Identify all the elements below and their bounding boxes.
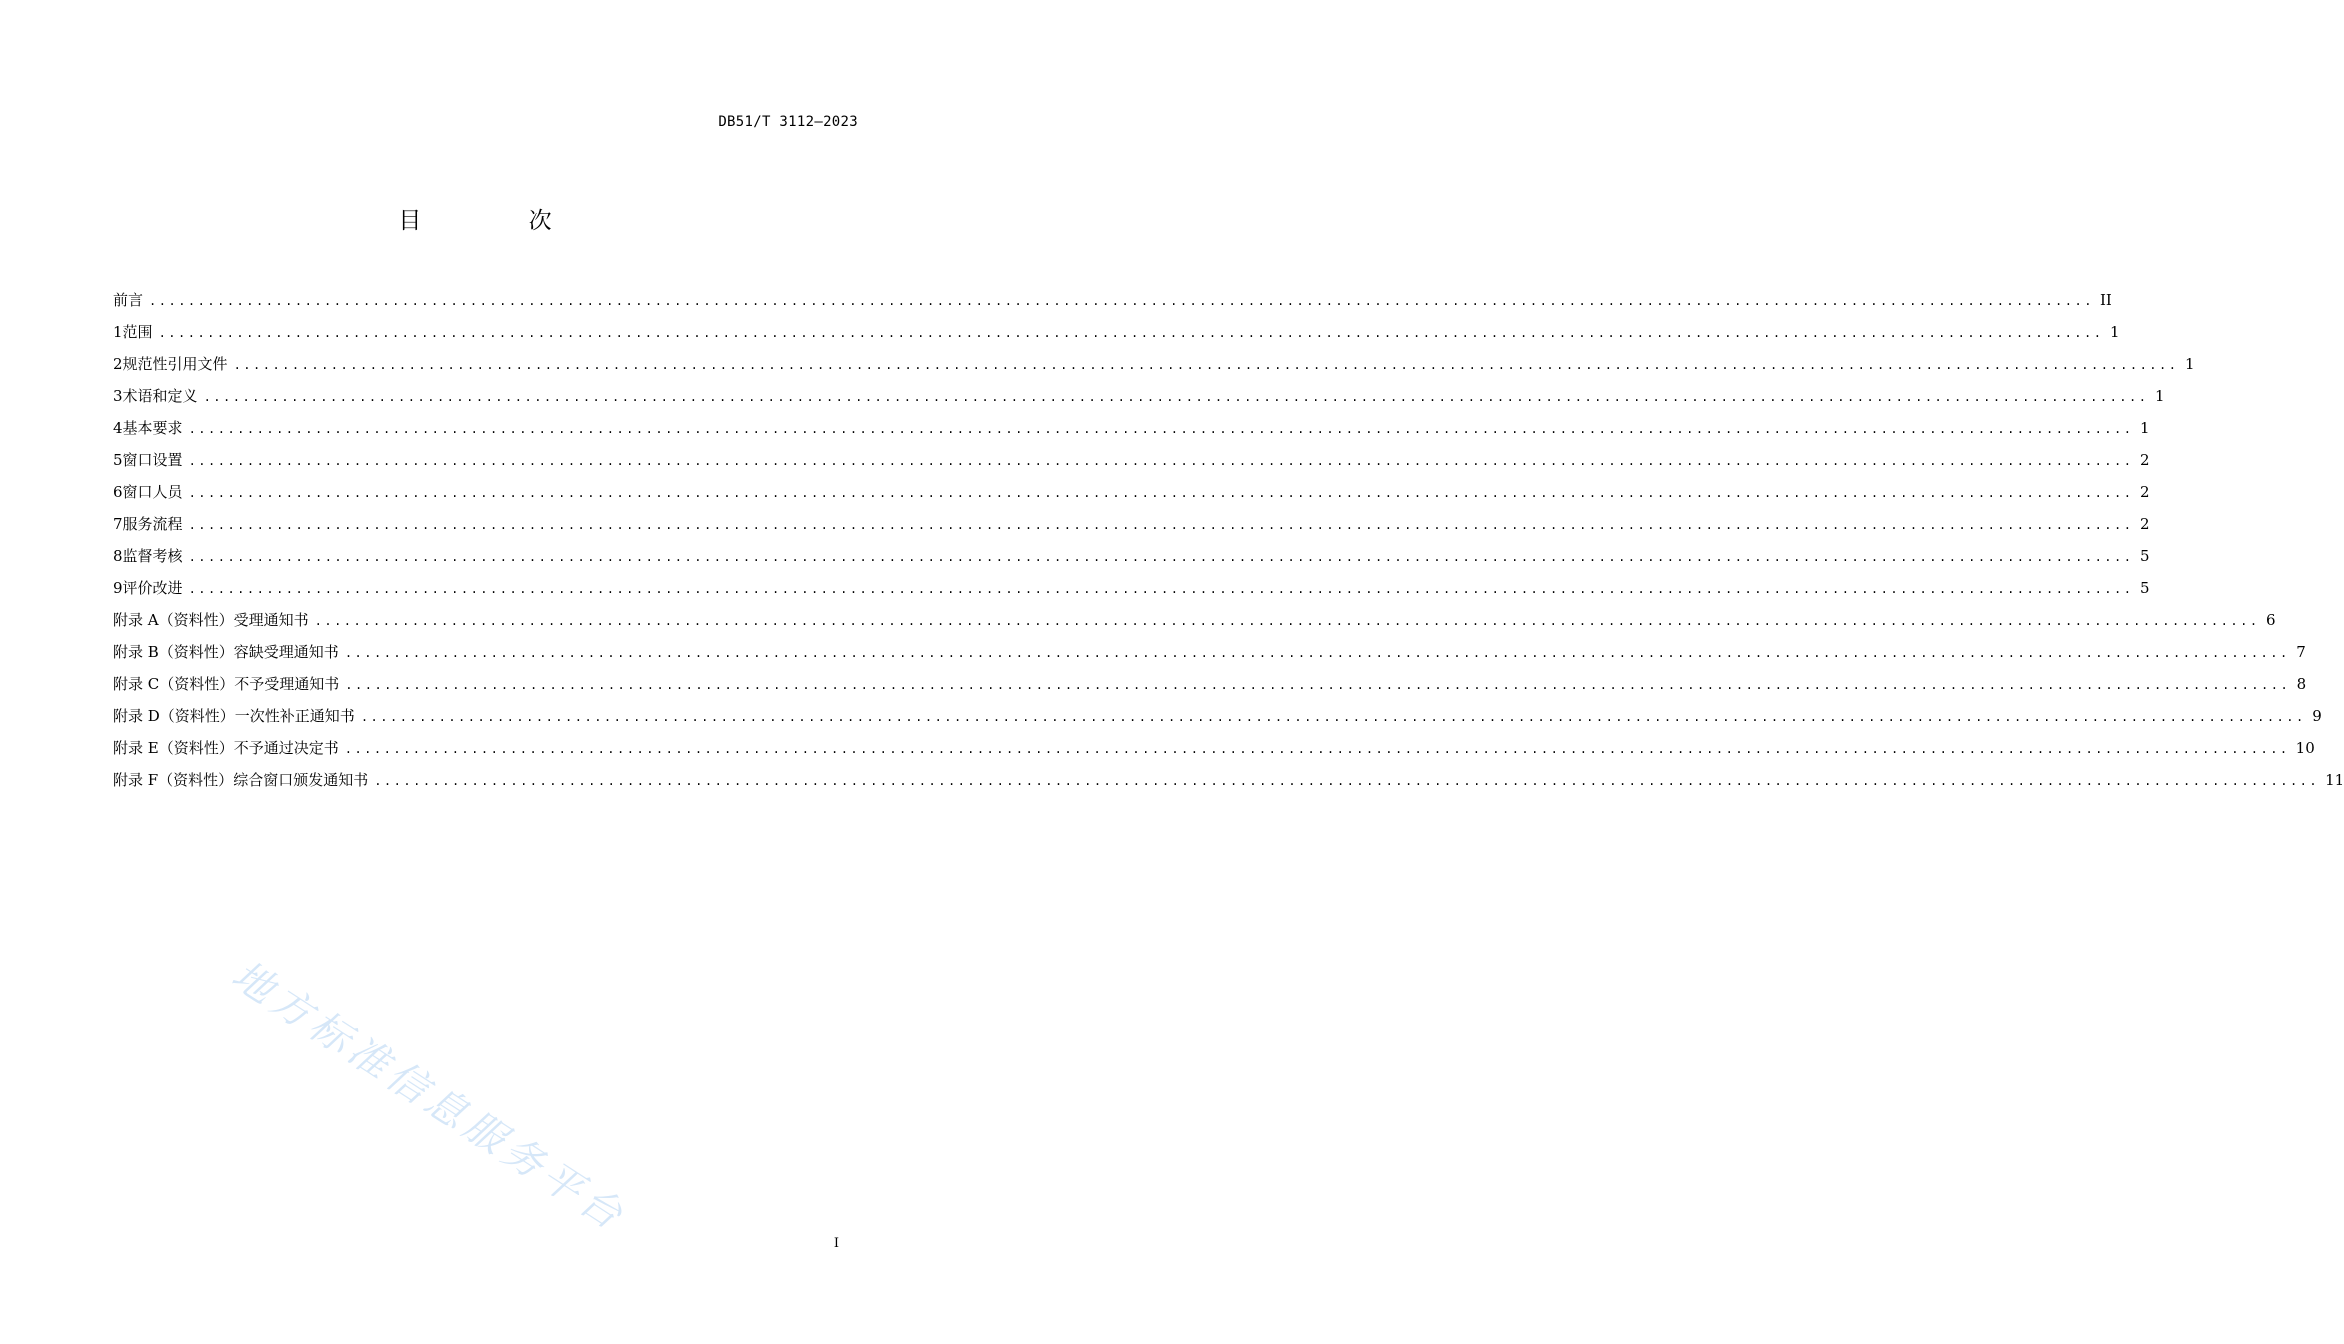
toc-entry[interactable] xyxy=(113,412,2150,444)
appendix-prefix: 附录 B（资料性） xyxy=(113,643,234,661)
toc-entry-number: 7 xyxy=(113,515,123,533)
toc-entry-number: 8 xyxy=(113,547,123,565)
page-title: 目 次 xyxy=(398,208,602,234)
toc-entry-page: 2 xyxy=(2139,451,2150,469)
toc-entry-label: 窗口设置 xyxy=(122,451,183,469)
toc-entry[interactable] xyxy=(113,572,2150,604)
toc-leader-dots: ........................................................................................................................................................................................................ xyxy=(188,582,2134,596)
toc-entry[interactable] xyxy=(113,316,2120,348)
toc-entry-page: 11 xyxy=(2325,771,2344,789)
toc-entry-number: 6 xyxy=(113,483,123,501)
toc-leader-dots: ........................................................................................................................................................................................................ xyxy=(188,454,2134,468)
appendix-label: 不予通过决定书 xyxy=(233,739,339,757)
appendix-prefix: 附录 E（资料性） xyxy=(113,739,234,757)
toc-leader-dots: ........................................................................................................................................................................................................ xyxy=(344,646,2290,660)
toc-entry-label: 监督考核 xyxy=(122,547,183,565)
toc-entry[interactable] xyxy=(113,476,2150,508)
toc-entry-number: 4 xyxy=(113,419,123,437)
toc-entry-page: 7 xyxy=(2296,643,2306,661)
toc-leader-dots: ........................................................................................................................................................................................................ xyxy=(188,486,2134,500)
appendix-label: 一次性补正通知书 xyxy=(234,707,355,725)
appendix-label: 受理通知书 xyxy=(233,611,309,629)
toc-entry-label: 规范性引用文件 xyxy=(122,355,228,373)
table-of-contents xyxy=(113,284,2344,796)
toc-leader-dots: ........................................................................................................................................................................................................ xyxy=(188,422,2134,436)
appendix-prefix: 附录 D（资料性） xyxy=(113,707,235,725)
toc-entry-number: 9 xyxy=(113,579,123,597)
toc-entry-foreword[interactable] xyxy=(113,284,2112,316)
toc-leader-dots: ........................................................................................................................................................................................................ xyxy=(203,390,2149,404)
toc-leader-dots: ........................................................................................................................................................................................................ xyxy=(360,710,2306,724)
toc-appendix-entry[interactable] xyxy=(113,700,2322,732)
toc-entry-label: 范围 xyxy=(122,323,153,341)
toc-entry-label: 基本要求 xyxy=(122,419,183,437)
appendix-prefix: 附录 F（资料性） xyxy=(113,771,234,789)
toc-leader-dots: ........................................................................................................................................................................................................ xyxy=(345,678,2291,692)
toc-leader-dots: ........................................................................................................................................................................................................ xyxy=(233,358,2179,372)
toc-entry-page: 1 xyxy=(2184,355,2195,373)
toc-leader-dots: ........................................................................................................................................................................................................ xyxy=(188,550,2134,564)
toc-leader-dots: ........................................................................................................................................................................................................ xyxy=(158,326,2104,340)
toc-entry-number: 1 xyxy=(113,323,123,341)
toc-entry-page: 9 xyxy=(2312,707,2322,725)
appendix-label: 容缺受理通知书 xyxy=(233,643,339,661)
toc-entry-label: 服务流程 xyxy=(122,515,183,533)
toc-leader-dots: ........................................................................................................................................................................................................ xyxy=(188,518,2134,532)
page-number: I xyxy=(833,1236,839,1251)
toc-appendix-entry[interactable] xyxy=(113,732,2315,764)
toc-entry-number: 3 xyxy=(113,387,123,405)
toc-entry-label: 窗口人员 xyxy=(122,483,183,501)
watermark-text: 地方标准信息服务平台 xyxy=(223,952,635,1242)
toc-entry[interactable] xyxy=(113,348,2195,380)
toc-entry[interactable] xyxy=(113,380,2165,412)
appendix-prefix: 附录 C（资料性） xyxy=(113,675,235,693)
appendix-label: 综合窗口颁发通知书 xyxy=(233,771,369,789)
toc-entry[interactable] xyxy=(113,444,2150,476)
toc-entry-page: II xyxy=(2099,291,2112,309)
toc-appendix-entry[interactable] xyxy=(113,764,2344,796)
toc-entry[interactable] xyxy=(113,540,2150,572)
toc-appendix-entry[interactable] xyxy=(113,668,2307,700)
toc-leader-dots: ........................................................................................................................................................................................................ xyxy=(374,774,2320,788)
toc-leader-dots: ........................................................................................................................................................................................................ xyxy=(344,742,2290,756)
toc-entry-label: 术语和定义 xyxy=(122,387,198,405)
toc-entry[interactable] xyxy=(113,508,2150,540)
toc-entry-page: 6 xyxy=(2266,611,2276,629)
toc-entry-number: 2 xyxy=(113,355,123,373)
toc-entry-page: 1 xyxy=(2154,387,2165,405)
toc-entry-page: 5 xyxy=(2139,579,2150,597)
toc-leader-dots: ........................................................................................................................................................................................................ xyxy=(314,614,2260,628)
appendix-prefix: 附录 A（资料性） xyxy=(113,611,234,629)
toc-entry-page: 10 xyxy=(2295,739,2315,757)
toc-entry-page: 2 xyxy=(2139,483,2150,501)
toc-appendix-entry[interactable] xyxy=(113,636,2306,668)
toc-leader-dots: ........................................................................................................................................................................................................ xyxy=(149,294,2094,308)
document-number: DB51/T 3112—2023 xyxy=(718,114,858,130)
toc-entry-page: 5 xyxy=(2139,547,2150,565)
toc-appendix-entry[interactable] xyxy=(113,604,2276,636)
toc-entry-page: 1 xyxy=(2139,419,2150,437)
toc-entry-number: 5 xyxy=(113,451,123,469)
toc-entry-page: 8 xyxy=(2296,675,2307,693)
toc-entry-label: 前言 xyxy=(113,291,144,309)
toc-entry-page: 1 xyxy=(2109,323,2120,341)
toc-entry-label: 评价改进 xyxy=(122,579,183,597)
appendix-label: 不予受理通知书 xyxy=(234,675,340,693)
toc-entry-page: 2 xyxy=(2139,515,2150,533)
